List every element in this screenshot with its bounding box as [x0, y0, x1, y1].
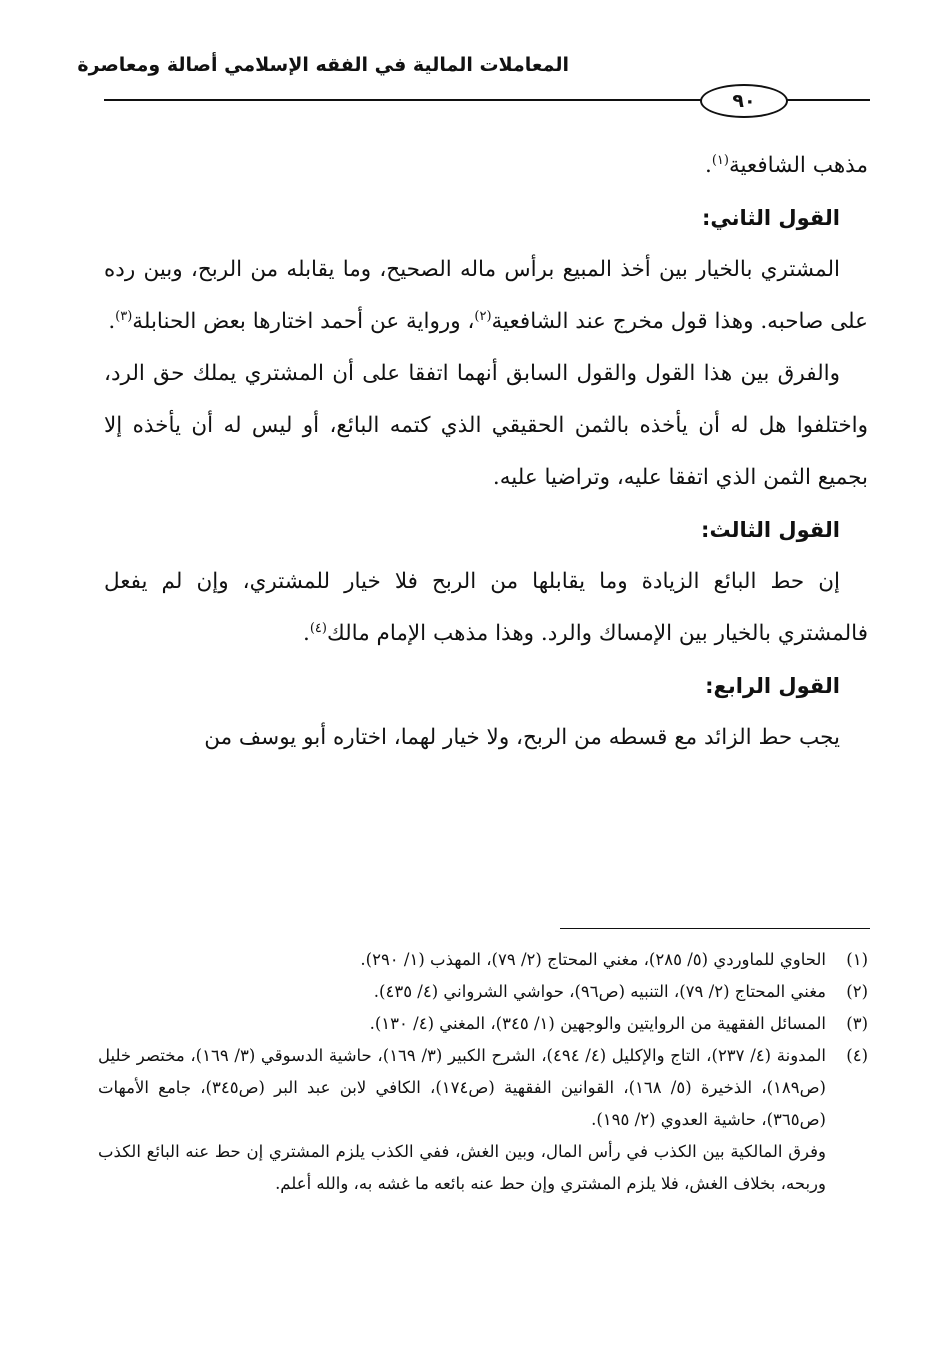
- paragraph-2: [104, 244, 868, 348]
- footnote-text: المدونة (٤/ ٢٣٧)، التاج والإكليل (٤/ ٤٩٤)، الشرح الكبير (٣/ ١٦٩)، حاشية الدسوقي (٣/ ١٦٩)، مختصر خليل (ص١٨٩)، الذخيرة (٥/ ١٦٨)، القوانين الفقهية (ص١٧٤)، الكافي لابن عبد البر (ص٣٤٥)، جامع الأمهات (ص٣٦٥)، حاشية العدوي (٢/ ١٩٥).: [98, 1046, 826, 1129]
- paragraph-4: [104, 556, 868, 660]
- paragraph-2-text-b: ، ورواية عن أحمد اختارها بعض الحنابلة: [132, 309, 475, 334]
- footnote-1: [98, 944, 868, 976]
- footnote-number: (٤): [846, 1046, 868, 1065]
- footnote-separator: [560, 928, 870, 929]
- footnote-ref-2: (٢): [474, 308, 492, 324]
- heading-fourth-opinion: القول الرابع:: [705, 674, 840, 698]
- footnote-number: (٢): [846, 982, 868, 1001]
- footnote-number: (١): [846, 950, 868, 969]
- paragraph-1: [104, 140, 868, 192]
- footnote-4-note: وفرق المالكية بين الكذب في رأس المال، وبين الغش، ففي الكذب يلزم المشتري إن حط عنه البائع الكذب وربحه، بخلاف الغش، فلا يلزم المشتري وإن حط عنه بائعه ما غشه به، والله أعلم.: [98, 1142, 826, 1193]
- paragraph-2-text-a: المشتري بالخيار بين أخذ المبيع برأس ماله الصحيح، وما يقابله من الربح، وبين رده على صاحبه. وهذا قول مخرج عند الشافعية: [104, 257, 868, 334]
- footnote-ref-4: (٤): [309, 620, 327, 636]
- footnote-4: [98, 1040, 868, 1136]
- paragraph-3: والفرق بين هذا القول والقول السابق أنهما اتفقا على أن المشتري يملك حق الرد، واختلفوا هل له أن يأخذه بالثمن الحقيقي الذي كتمه البائع، أو ليس له أن يأخذه إلا بجميع الثمن الذي اتفقا عليه، وتراضيا عليه.: [104, 361, 868, 490]
- footnote-text: المسائل الفقهية من الروايتين والوجهين (١/ ٣٤٥)، المغني (٤/ ١٣٠).: [369, 1014, 826, 1033]
- footnote-ref-3: (٣): [115, 308, 133, 324]
- footnote-3: [98, 1008, 868, 1040]
- paragraph-4-end: .: [302, 621, 310, 646]
- footnote-ref-1: (١): [711, 152, 729, 168]
- main-text: [104, 140, 868, 764]
- footnote-2: [98, 976, 868, 1008]
- footnote-text: مغني المحتاج (٢/ ٧٩)، التنبيه (ص٩٦)، حواشي الشرواني (٤/ ٤٣٥).: [373, 982, 826, 1001]
- paragraph-1-text: مذهب الشافعية: [728, 153, 868, 178]
- paragraph-2-end: .: [108, 309, 116, 334]
- running-title: المعاملات المالية في الفقه الإسلامي أصالة ومعاصرة: [77, 54, 569, 76]
- heading-second-opinion: القول الثاني:: [702, 206, 840, 230]
- paragraph-4-text: إن حط البائع الزيادة وما يقابلها من الربح فلا خيار للمشتري، وإن لم يفعل فالمشتري بالخيار بين الإمساك والرد. وهذا مذهب الإمام مالك: [104, 569, 868, 646]
- footnote-number: (٣): [846, 1014, 868, 1033]
- paragraph-1-end: .: [705, 153, 712, 178]
- page-number: ٩٠: [700, 84, 788, 118]
- footnote-text: الحاوي للماوردي (٥/ ٢٨٥)، مغني المحتاج (٢/ ٧٩)، المهذب (١/ ٢٩٠).: [360, 950, 826, 969]
- paragraph-5: يجب حط الزائد مع قسطه من الربح، ولا خيار لهما، اختاره أبو يوسف من: [204, 725, 840, 750]
- heading-third-opinion: القول الثالث:: [701, 518, 840, 542]
- footnotes: [98, 944, 868, 1200]
